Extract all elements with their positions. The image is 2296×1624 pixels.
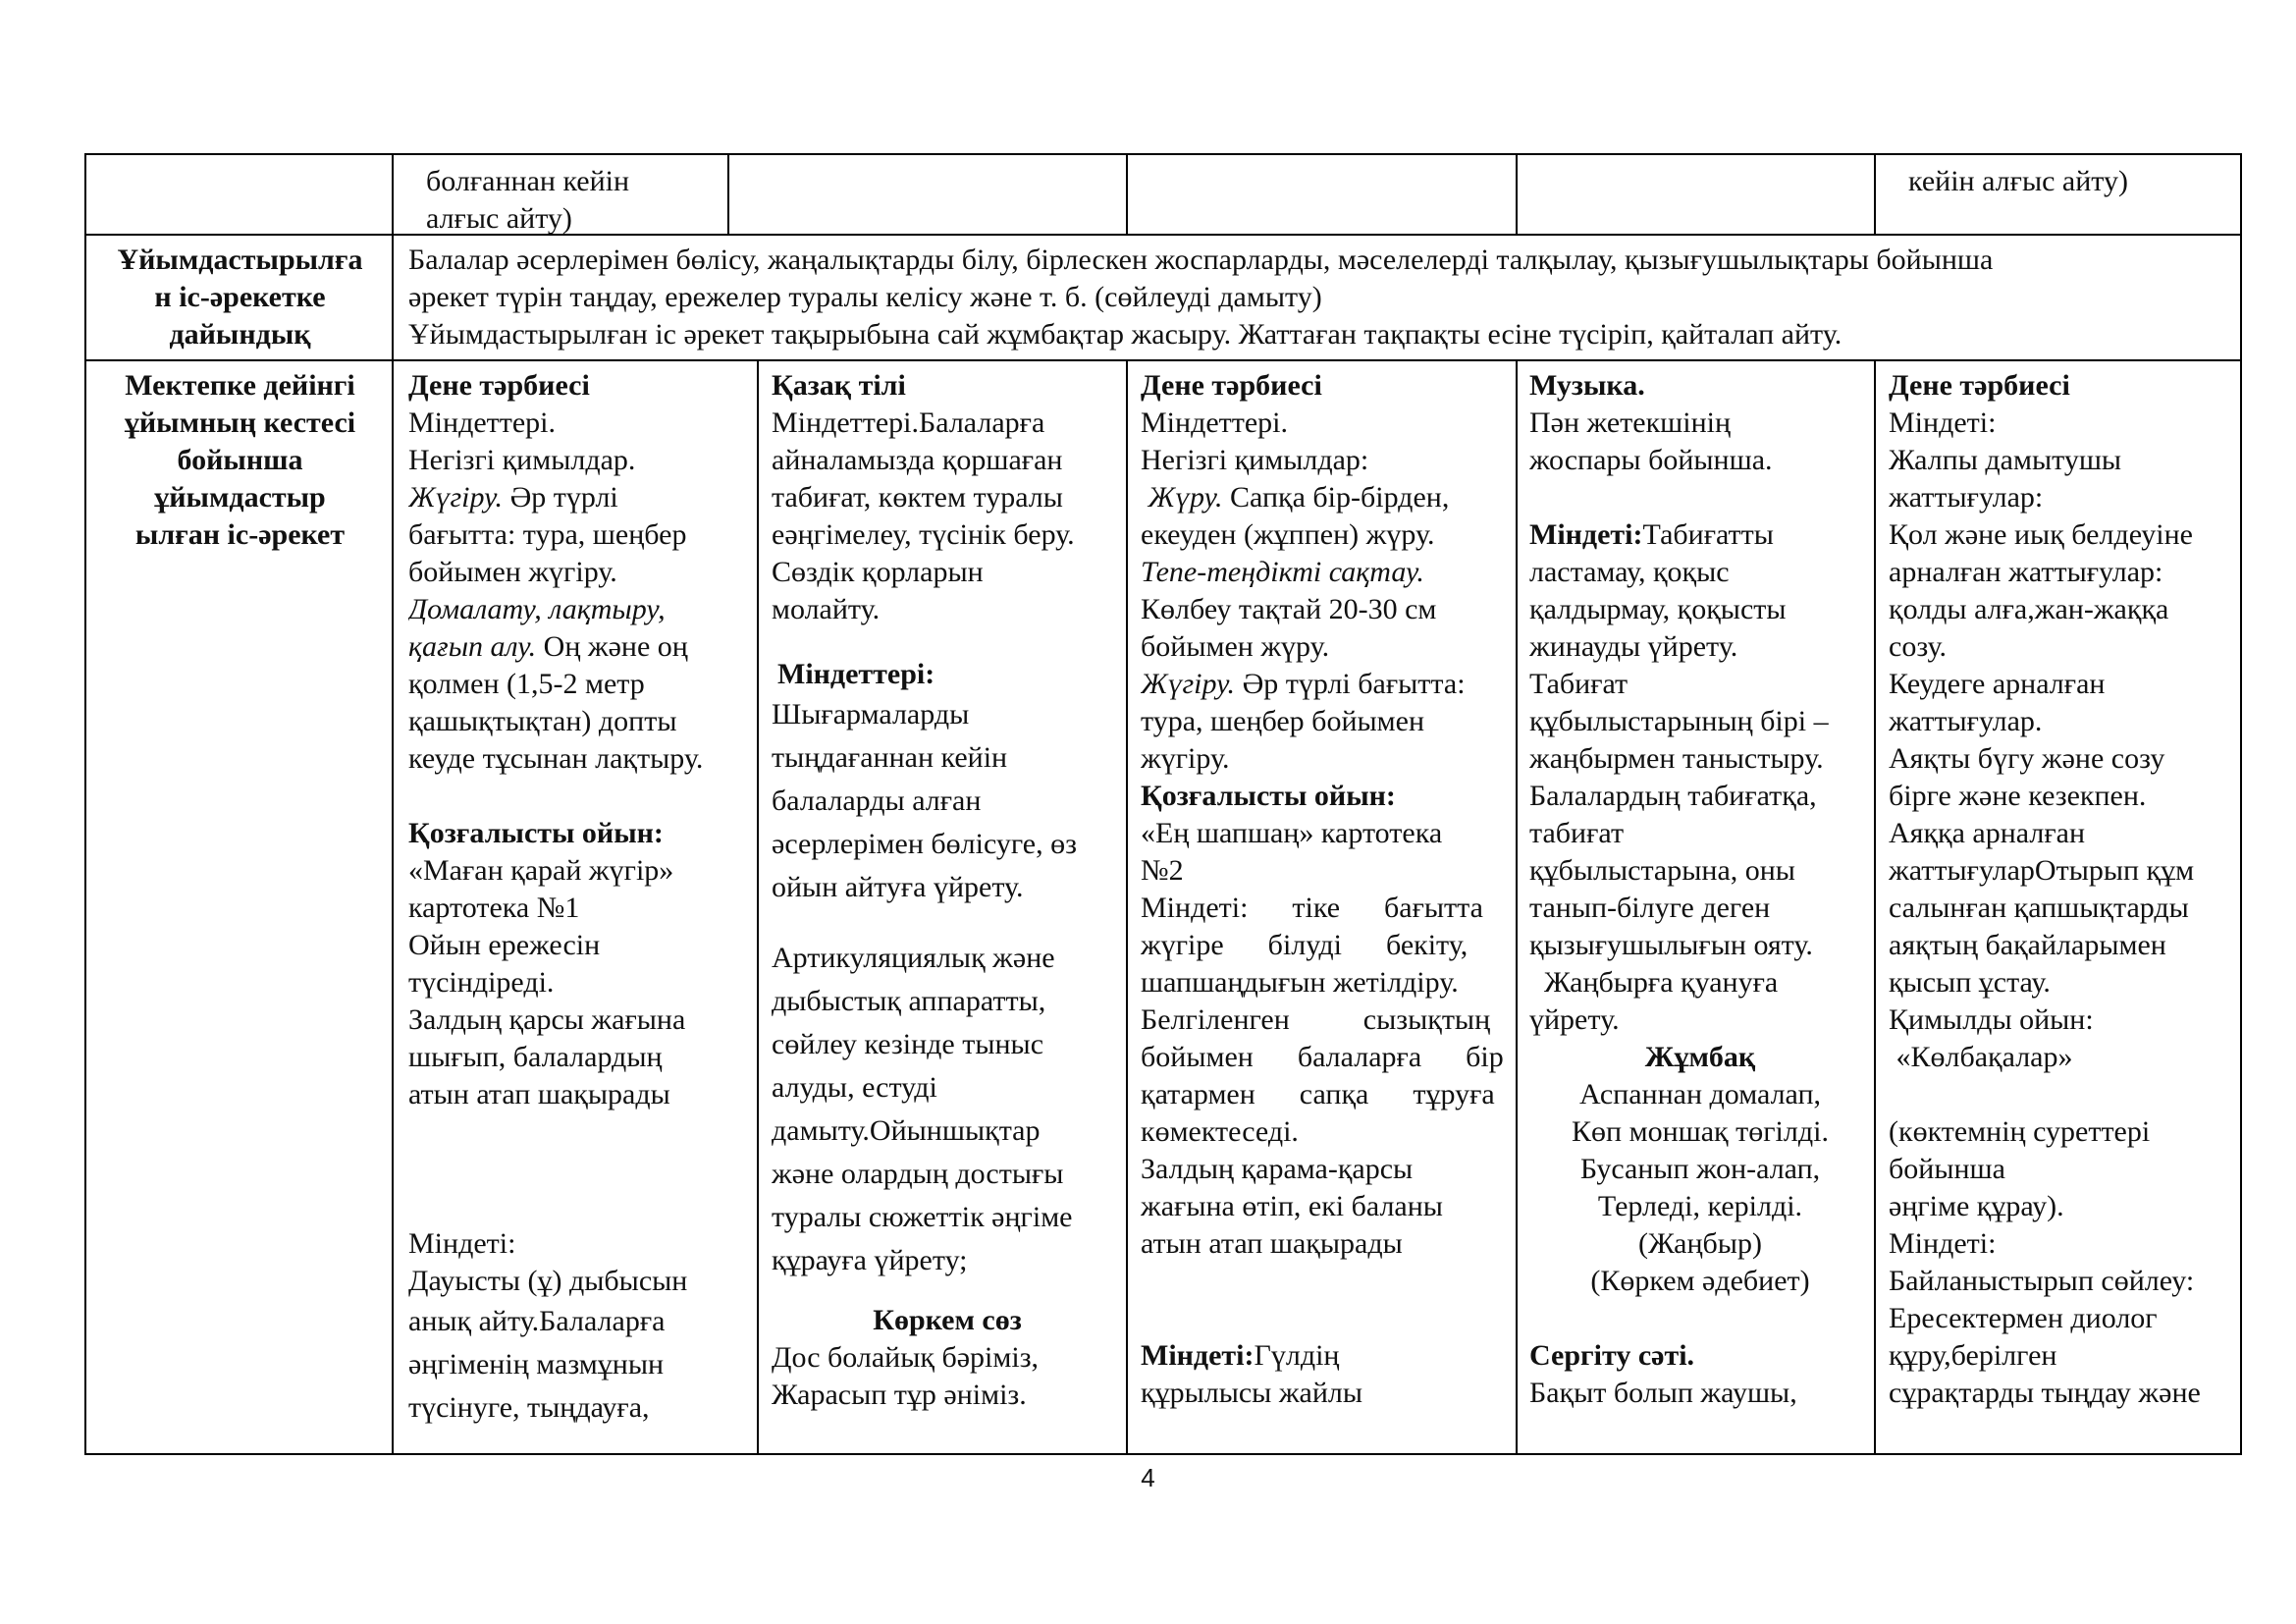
column-divider bbox=[757, 359, 759, 1453]
column-divider bbox=[1126, 155, 1128, 234]
column-divider bbox=[392, 155, 394, 1453]
row-divider bbox=[86, 234, 2240, 236]
col1-physical-education: Дене тәрбиесі Міндеттері. Негізгі қимылдар. Жүгіру. Әр түрлі бағытта: тура, шеңбер бойымен жүгіру. Домалату, лақтыру, қағып алу. Оң және оң қолмен (1,5-2 метр қашықтықтан) допты кеуде тұсынан лақтыру. Қозғалысты ойын: «Маған қарай жүгір» картотека №1 Ойын ережесін түсіндіреді. Залдың қарсы жағына шығып, балалардың атын атап шақырады Міндеті: Дауысты (ұ) дыбысын анық айту.Балаларға әңгіменің мазмұнын түсінуге, тыңдауға, bbox=[408, 369, 704, 1424]
col2-kazakh-language: Қазақ тілі Міндеттері.Балаларға айналамызда қоршаған табиғат, көктем туралы еәңгімелеу, түсінік беру. Сөздік қорларын молайту. Міндеттері: Шығармаларды тыңдағаннан кейін балаларды алған әсерлерімен бөлісуге, өз ойын айтуға үйрету. Артикуляциялық және дыбыстық аппаратты, сөйлеу кезінде тыныс алуды, естуді дамыту.Ойыншықтар және олардың достығы туралы сюжеттік әңгіме құрауға үйрету; Көркем сөз Дос болайық бәріміз, Жарасып тұр әніміз. bbox=[772, 369, 1077, 1411]
column-divider bbox=[727, 155, 729, 234]
prep-label: Ұйымдастырылға н іс-әрекетке дайындық bbox=[117, 244, 363, 351]
column-divider bbox=[1516, 359, 1518, 1453]
plan-table bbox=[84, 153, 2242, 1455]
prev-row-col1: болғаннан кейін алғыс айту) bbox=[426, 165, 630, 235]
column-divider bbox=[1126, 359, 1128, 1453]
col4-music: Музыка. Пән жетекшінің жоспары бойынша. Міндеті:Табиғатты ластамау, қоқыс қалдырмау, қоқысты жинауды үйрету. Табиғат құбылыстарының бірі – жаңбырмен таныстыру. Балалардың табиғатқа, табиғат құбылыстарына, оны танып-білуге деген қызығушылығын ояту. Жаңбырға қуануға үйрету. Жұмбақ Аспаннан домалап, Көп моншақ төгілді. Бусанып жон-алап, Терледі, керілді. (Жаңбыр) (Көркем әдебиет) Сергіту сәті. Бақыт болып жаушы, bbox=[1529, 369, 1829, 1409]
column-divider bbox=[1874, 359, 1876, 1453]
row-divider bbox=[86, 359, 2240, 361]
schedule-label: Мектепке дейінгі ұйымның кестесі бойынша ұйымдастыр ылған іс-әрекет bbox=[124, 369, 356, 551]
col5-physical-education: Дене тәрбиесі Міндеті: Жалпы дамытушы жаттығулар: Қол және иық белдеуіне арналған жаттығулар: қолды алға,жан-жаққа созу. Кеудеге арналған жаттығулар. Аяқты бүгу және созу бірге және кезекпен. Аяққа арналған жаттығуларОтырып құм салынған қапшықтарды аяқтың бақайларымен қысып ұстау. Қимылды ойын: «Көлбақалар» (көктемнің суреттері бойынша әңгіме құрау). Міндеті: Байланыстырып сөйлеу: Ересектермен диолог құру,берілген сұрақтарды тыңдау және bbox=[1889, 369, 2201, 1409]
column-divider bbox=[1516, 155, 1518, 234]
prev-row-col6: кейін алғыс айту) bbox=[1908, 165, 2128, 197]
col3-physical-education: Дене тәрбиесі Міндеттері. Негізгі қимылдар: Жүру. Сапқа бір-бірден, екеуден (жұппен) жүру. Тепе-теңдікті сақтау. Көлбеу тақтай 20-30 см бойымен жүру. Жүгіру. Әр түрлі бағытта: тура, шеңбер бойымен жүгіру. Қозғалысты ойын: «Ең шапшаң» картотека №2 Міндеті: тіке бағытта жүгіре білуді бекіту, шапшаңдығын жетілдіру. Белгіленген сызықтың бойымен балаларға бір қатармен сапқа тұруға көмектеседі. Залдың қарама-қарсы жағына өтіп, екі баланы атын атап шақырады Міндеті:Гүлдің құрылысы жайлы bbox=[1141, 369, 1504, 1409]
prep-text: Балалар әсерлерімен бөлісу, жаңалықтарды білу, бірлескен жоспарларды, мәселелерді талқылау, қызығушылықтары бойынша әрекет түрін таңдау, ережелер туралы келісу және т. б. (сөйлеуді дамыту) Ұйымдастырылған іс әрекет тақырыбына сай жұмбақтар жасыру. Жаттаған тақпақты есіне түсіріп, қайталап айту. bbox=[408, 244, 1994, 351]
page-number: 4 bbox=[1141, 1463, 1155, 1492]
column-divider bbox=[1874, 155, 1876, 234]
